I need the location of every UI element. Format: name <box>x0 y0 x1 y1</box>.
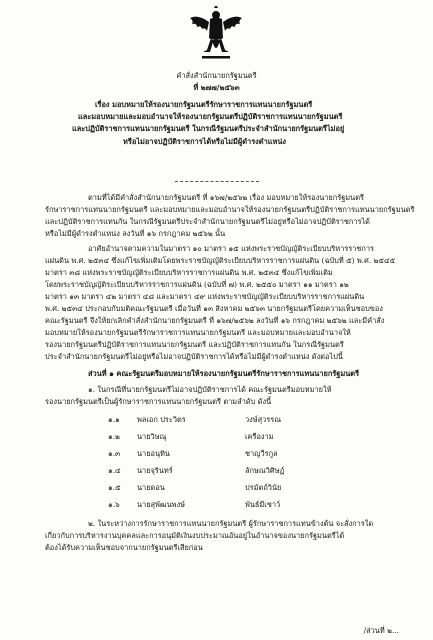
order-number: ที่ ๒๗๗/๒๕๖๓ <box>193 83 240 92</box>
body-line: อาศัยอำนาจตามความในมาตรา ๑๐ มาตรา ๑๕ แห่งพระราชบัญญัติระเบียบบริหารราชการ <box>88 244 374 253</box>
body-line: ต้องได้รับความเห็นชอบจากนายกรัฐมนตรีเสียก่อน <box>45 543 203 552</box>
body-line: ๒. ในระหว่างการรักษาราชการแทนนายกรัฐมนตรี ผู้รักษาราชการแทนข้างต้น จะสั่งการใด <box>88 519 374 528</box>
body-line: รองนายกรัฐมนตรีปฏิบัติราชการแทนนายกรัฐมนตรี และปฏิบัติราชการแทนกัน ในกรณีรัฐมนตรี <box>45 340 344 349</box>
subject-line: และปฏิบัติราชการแทนนายกรัฐมนตรี ในกรณีรัฐมนตรีประจำสำนักนายกรัฐมนตรีไม่อยู่ <box>72 124 345 133</box>
body-line: ตามที่ได้มีคำสั่งสำนักนายกรัฐมนตรี ที่ ๑๖๗/๒๕๖๒ เรื่อง มอบหมายให้รองนายกรัฐมนตรี <box>88 193 364 202</box>
order-title: คำสั่งสำนักนายกรัฐมนตรี <box>176 71 257 80</box>
body-line: มาตรา ๑๓ มาตรา ๔๒ มาตรา ๔๘ และมาตรา ๔๙ แห่งพระราชบัญญัติระเบียบบริหารราชการแผ่นดิน <box>45 292 365 301</box>
deputy-last-name: เครืองาม <box>245 432 274 441</box>
deputy-number: ๑.๕ <box>108 483 121 492</box>
deputy-last-name: ลักษณวิศิษฏ์ <box>245 466 285 475</box>
deputy-last-name: พันธ์มีเชาว์ <box>245 500 281 509</box>
body-line: มาตรา ๓๘ แห่งพระราชบัญญัติระเบียบบริหารราชการแผ่นดิน พ.ศ. ๒๕๓๔ ซึ่งแก้ไขเพิ่มเติม <box>45 268 333 277</box>
body-line: ๑. ในกรณีที่นายกรัฐมนตรีไม่อาจปฏิบัติราชการได้ คณะรัฐมนตรีมอบหมายให้ <box>88 385 332 394</box>
body-line: พ.ศ. ๒๕๓๔ ประกอบกับมติคณะรัฐมนตรี เมื่อวันที่ ๑๓ สิงหาคม ๒๕๖๓ นายกรัฐมนตรีโดยความเห็นชอบของ <box>45 304 383 313</box>
body-line: แผ่นดิน พ.ศ. ๒๕๓๔ ซึ่งแก้ไขเพิ่มเติมโดยพระราชบัญญัติระเบียบบริหารราชการแผ่นดิน (ฉบับที่ ๕) พ.ศ. ๒๕๔๕ <box>45 256 396 265</box>
body-line: รองนายกรัฐมนตรีเป็นผู้รักษาราชการแทนนายกรัฐมนตรี ตามลำดับ ดังนี้ <box>45 397 272 406</box>
deputy-first-name: นายอนุทิน <box>137 449 170 458</box>
deputy-number: ๑.๖ <box>108 500 120 509</box>
garuda-emblem-icon <box>188 6 244 64</box>
separator-line <box>175 181 259 182</box>
body-line: รักษาราชการแทนนายกรัฐมนตรี และมอบหมายและมอบอำนาจให้รองนายกรัฐมนตรีปฏิบัติราชการแทนนายกรัฐมนตรี <box>45 205 415 214</box>
body-line: หรือไม่มีผู้ดำรงตำแหน่ง ลงวันที่ ๑๖ กรกฎาคม ๒๕๖๒ นั้น <box>45 229 226 238</box>
continued-page-marker: /ส่วนที่ ๒... <box>363 626 399 635</box>
subject-line: เรื่อง มอบหมายให้รองนายกรัฐมนตรีรักษาราชการแทนนายกรัฐมนตรี <box>95 100 313 109</box>
subject-line: หรือไม่อาจปฏิบัติราชการได้หรือไม่มีผู้ดำรงตำแหน่ง <box>123 137 287 146</box>
deputy-last-name: ปรมัตถ์วินัย <box>245 483 282 492</box>
subject-line: และมอบหมายและมอบอำนาจให้รองนายกรัฐมนตรีปฏิบัติราชการแทนนายกรัฐมนตรี <box>78 112 343 121</box>
body-line: มอบหมายให้รองนายกรัฐมนตรีรักษาราชการแทนนายกรัฐมนตรี และมอบหมายและมอบอำนาจให้ <box>45 328 351 337</box>
body-line: ประจำสำนักนายกรัฐมนตรีไม่อยู่หรือไม่อาจปฏิบัติราชการได้หรือไม่มีผู้ดำรงตำแหน่ง ดังต่อไปนี้ <box>45 352 343 361</box>
deputy-first-name: พลเอก ประวิตร <box>137 415 186 424</box>
body-line: คณะรัฐมนตรี จึงให้ยกเลิกคำสั่งสำนักนายกรัฐมนตรี ที่ ๑๖๗/๒๕๖๒ ลงวันที่ ๑๖ กรกฎาคม ๒๕๖๒ และมีคำสั่ง <box>45 316 385 325</box>
deputy-first-name: นายสุพัฒนพงษ์ <box>137 500 185 509</box>
body-line: โดยพระราชบัญญัติระเบียบบริหารราชการแผ่นดิน (ฉบับที่ ๗) พ.ศ. ๒๕๕๐ มาตรา ๑๑ มาตรา ๑๒ <box>45 280 349 289</box>
deputy-number: ๑.๔ <box>108 466 121 475</box>
deputy-last-name: ชาญวีรกูล <box>245 449 278 458</box>
body-line: เกี่ยวกับการบริหารงานบุคคลและการอนุมัติเงินงบประมาณอันอยู่ในอำนาจของนายกรัฐมนตรีได้ <box>45 531 345 540</box>
deputy-first-name: นายวิษณุ <box>137 432 167 441</box>
deputy-last-name: วงษ์สุวรรณ <box>245 415 282 424</box>
deputy-number: ๑.๒ <box>108 432 120 441</box>
deputy-first-name: นายจุรินทร์ <box>137 466 173 475</box>
body-line: และปฏิบัติราชการแทนกัน ในกรณีรัฐมนตรีประจำสำนักนายกรัฐมนตรีไม่อยู่หรือไม่อาจปฏิบัติราชการได้ <box>45 217 370 226</box>
deputy-first-name: นายดอน <box>137 483 165 492</box>
section-heading: ส่วนที่ ๑ คณะรัฐมนตรีมอบหมายให้รองนายกรัฐมนตรีรักษาราชการแทนนายกรัฐมนตรี <box>88 369 360 378</box>
deputy-number: ๑.๓ <box>108 449 121 458</box>
deputy-number: ๑.๑ <box>108 415 120 424</box>
